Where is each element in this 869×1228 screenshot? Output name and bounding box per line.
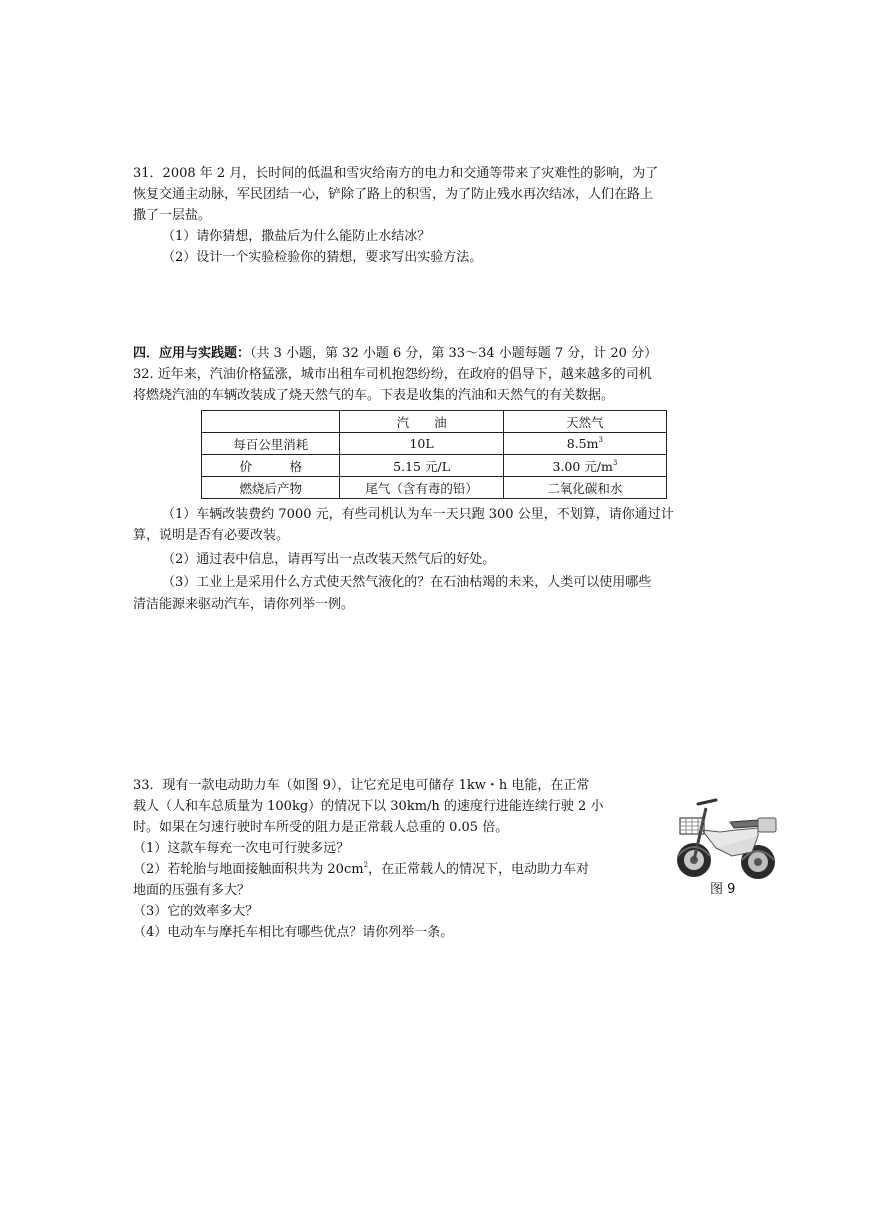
table-header-natural-gas: 天然气 [503, 411, 666, 433]
figure-9-caption: 图 9 [710, 882, 736, 897]
q33-line-1: 33．现有一款电动助力车（如图 9），让它充足电可储存 1kw・h 电能，在正常 [133, 778, 590, 793]
section-4-heading [133, 345, 657, 363]
q32-line-2: 将燃烧汽油的车辆改装成了烧天然气的车。下表是收集的汽油和天然气的有关数据。 [133, 388, 615, 403]
q33-sub-4: （4）电动车与摩托车相比有哪些优点？请你列举一条。 [133, 925, 454, 940]
q33-sub-1: （1）这款车每充一次电可行驶多远？ [133, 841, 350, 856]
table-cell: 5.15 元/L [340, 455, 503, 477]
table-cell-value: 8.5m [566, 436, 599, 451]
q33-line-2: 载人（人和车总质量为 100kg）的情况下以 30km/h 的速度行进能连续行驶 2 小 [133, 799, 604, 814]
table-cell [503, 433, 666, 455]
electric-bike-illustration [672, 790, 782, 890]
table-cell: 10L [340, 433, 503, 455]
table-cell [202, 411, 340, 433]
q32-line-1: 32. 近年来，汽油价格猛涨，城市出租车司机抱怨纷纷，在政府的倡导下，越来越多的司机 [133, 367, 652, 382]
q33-sub-2-line-2: 地面的压强有多大？ [133, 883, 251, 898]
superscript: 2 [363, 861, 369, 869]
q31-line-3: 撒了一层盐。 [133, 208, 212, 223]
q33-sub-2 [133, 861, 589, 879]
table-row [202, 477, 667, 499]
q31-line-2: 恢复交通主动脉，军民团结一心，铲除了路上的积雪，为了防止残水再次结冰，人们在路上 [133, 187, 654, 202]
fuel-comparison-table [201, 410, 667, 499]
q33-sub-2-text-b: ，在正常载人的情况下，电动助力车对 [368, 862, 590, 877]
table-cell: 二氧化碳和水 [503, 477, 666, 499]
table-header-gasoline: 汽 油 [340, 411, 503, 433]
table-cell: 尾气（含有毒的铅） [340, 477, 503, 499]
q31-sub-1: （1）请你猜想，撒盐后为什么能防止水结冰？ [162, 229, 431, 244]
table-header-row [202, 411, 667, 433]
section-4-title: 四．应用与实践题： [133, 346, 251, 361]
table-cell [503, 455, 666, 477]
q32-sub-1-line-1: （1）车辆改装费约 7000 元，有些司机认为车一天只跑 300 公里，不划算，请你通过计 [162, 507, 674, 522]
q32-sub-3-line-2: 清洁能源来驱动汽车，请你列举一例。 [133, 597, 355, 612]
q33-sub-3: （3）它的效率多大？ [133, 904, 259, 919]
q32-sub-1-line-2: 算，说明是否有必要改装。 [133, 528, 290, 543]
section-4-description: （共 3 小题，第 32 小题 6 分，第 33～34 小题每题 7 分，计 20 分） [250, 346, 658, 361]
q32-sub-3-line-1: （3）工业上是采用什么方式使天然气液化的？在石油枯竭的未来，人类可以使用哪些 [162, 575, 652, 590]
table-row-label: 燃烧后产物 [202, 477, 340, 499]
table-row-label: 每百公里消耗 [202, 433, 340, 455]
table-row [202, 455, 667, 477]
q31-line-1: 31．2008 年 2 月，长时间的低温和雪灾给南方的电力和交通等带来了灾难性的影响，为了 [133, 166, 659, 181]
q33-line-3: 时。如果在匀速行驶时车所受的阻力是正常载人总重的 0.05 倍。 [133, 820, 509, 835]
table-row [202, 433, 667, 455]
q33-sub-2-text-a: （2）若轮胎与地面接触面积共为 20cm [133, 862, 364, 877]
table-cell-value: 3.00 元/m [552, 458, 613, 474]
q31-sub-2: （2）设计一个实验检验你的猜想，要求写出实验方法。 [162, 250, 483, 265]
superscript: 3 [598, 436, 603, 444]
superscript: 3 [612, 458, 618, 467]
q32-sub-2: （2）通过表中信息，请再写出一点改装天然气后的好处。 [162, 552, 496, 567]
table-row-label: 价 格 [202, 455, 340, 477]
